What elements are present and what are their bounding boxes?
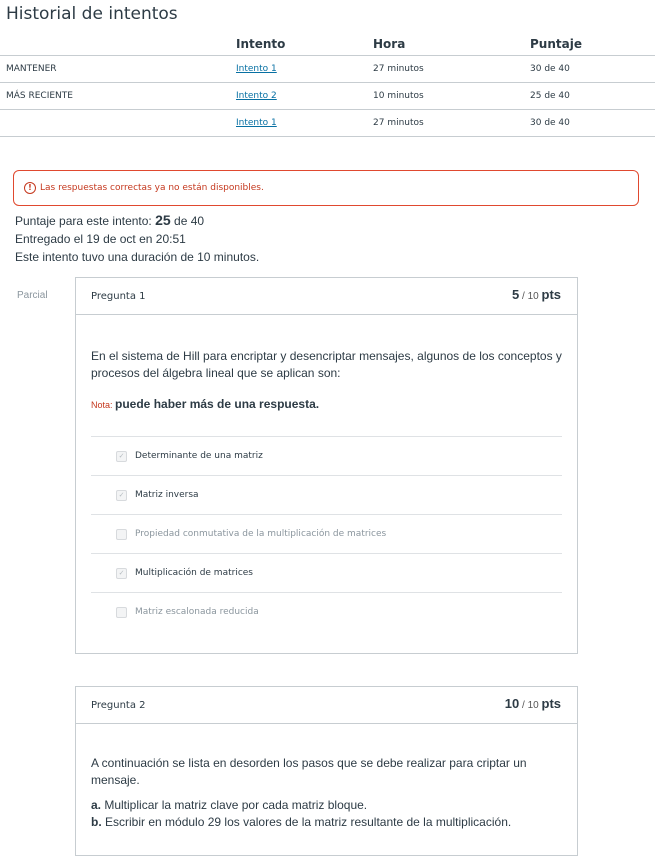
checkbox-checked-icon: ✓ xyxy=(116,490,127,501)
column-header-attempt: Intento xyxy=(236,33,373,56)
answer-label: Multiplicación de matrices xyxy=(135,567,253,578)
points-earned: 5 xyxy=(512,287,520,302)
column-header-score: Puntaje xyxy=(530,33,655,56)
row-status-label xyxy=(0,110,236,137)
score-prefix: Puntaje para este intento: xyxy=(15,214,156,228)
attempt-link[interactable]: Intento 1 xyxy=(236,118,277,128)
row-status-label: MÁS RECIENTE xyxy=(0,83,236,110)
answer-label: Matriz escalonada reducida xyxy=(135,606,259,617)
answer-option xyxy=(91,593,562,631)
question-text: En el sistema de Hill para encriptar y desencriptar mensajes, algunos de los conceptos y procesos del álgebra lineal que se aplican son: xyxy=(91,349,562,380)
checkbox-checked-icon: ✓ xyxy=(116,451,127,462)
attempt-time: 27 minutos xyxy=(373,56,530,83)
question-2 xyxy=(75,686,578,856)
points-max: / 10 xyxy=(519,291,542,302)
step-item xyxy=(91,797,562,814)
step-text: Multiplicar la matriz clave por cada matriz bloque. xyxy=(101,798,368,812)
checkbox-checked-icon: ✓ xyxy=(116,568,127,579)
answer-list xyxy=(91,436,562,631)
points-max: / 10 xyxy=(519,700,542,711)
attempt-score: 30 de 40 xyxy=(530,56,655,83)
step-text: Escribir en módulo 29 los valores de la matriz resultante de la multiplicación. xyxy=(101,815,512,829)
question-points xyxy=(512,287,561,302)
attempt-time: 10 minutos xyxy=(373,83,530,110)
points-earned: 10 xyxy=(504,696,520,711)
question-note xyxy=(91,396,562,414)
points-unit: pts xyxy=(541,287,561,302)
answer-label: Propiedad conmutativa de la multiplicación de matrices xyxy=(135,528,387,539)
attempt-score-value: 25 xyxy=(155,212,171,228)
question-text: A continuación se lista en desorden los pasos que se debe realizar para criptar un mensaje. xyxy=(91,756,527,787)
page-title: Historial de intentos xyxy=(6,4,178,24)
alert-text: Las respuestas correctas ya no están disponibles. xyxy=(40,183,264,193)
table-row xyxy=(0,110,655,137)
points-unit: pts xyxy=(541,696,561,711)
answer-option xyxy=(91,515,562,554)
question-header xyxy=(76,278,577,315)
note-label: Nota: xyxy=(91,400,116,410)
question-status-partial: Parcial xyxy=(17,290,48,301)
warning-icon: ! xyxy=(24,182,36,194)
score-suffix: de 40 xyxy=(170,214,205,228)
attempt-history-table xyxy=(0,33,655,137)
answer-label: Matriz inversa xyxy=(135,489,199,500)
answer-option xyxy=(91,437,562,476)
step-letter: b. xyxy=(91,815,102,829)
table-row xyxy=(0,56,655,83)
answer-option xyxy=(91,554,562,593)
attempt-score: 30 de 40 xyxy=(530,110,655,137)
answer-option xyxy=(91,476,562,515)
question-title: Pregunta 2 xyxy=(91,700,146,711)
attempt-score: 25 de 40 xyxy=(530,83,655,110)
question-header xyxy=(76,687,577,724)
answer-label: Determinante de una matriz xyxy=(135,450,263,461)
table-row xyxy=(0,83,655,110)
attempt-summary xyxy=(15,211,259,266)
submitted-date: Entregado el 19 de oct en 20:51 xyxy=(15,232,186,246)
note-text: puede haber más de una respuesta. xyxy=(115,397,320,411)
question-1 xyxy=(75,277,578,654)
question-title: Pregunta 1 xyxy=(91,291,146,302)
checkbox-empty-icon xyxy=(116,529,127,540)
attempt-time: 27 minutos xyxy=(373,110,530,137)
attempt-duration: Este intento tuvo una duración de 10 minutos. xyxy=(15,250,260,264)
attempt-link[interactable]: Intento 2 xyxy=(236,91,277,101)
checkbox-empty-icon xyxy=(116,607,127,618)
column-header-status xyxy=(0,33,236,56)
attempt-link[interactable]: Intento 1 xyxy=(236,64,277,74)
step-letter: a. xyxy=(91,798,102,812)
question-points xyxy=(505,696,561,711)
step-list xyxy=(91,797,562,831)
table-header-row xyxy=(0,33,655,56)
step-item xyxy=(91,814,562,831)
row-status-label: MANTENER xyxy=(0,56,236,83)
column-header-time: Hora xyxy=(373,33,530,56)
correct-answers-unavailable-alert xyxy=(13,170,639,206)
attempt-score-line xyxy=(15,211,259,230)
